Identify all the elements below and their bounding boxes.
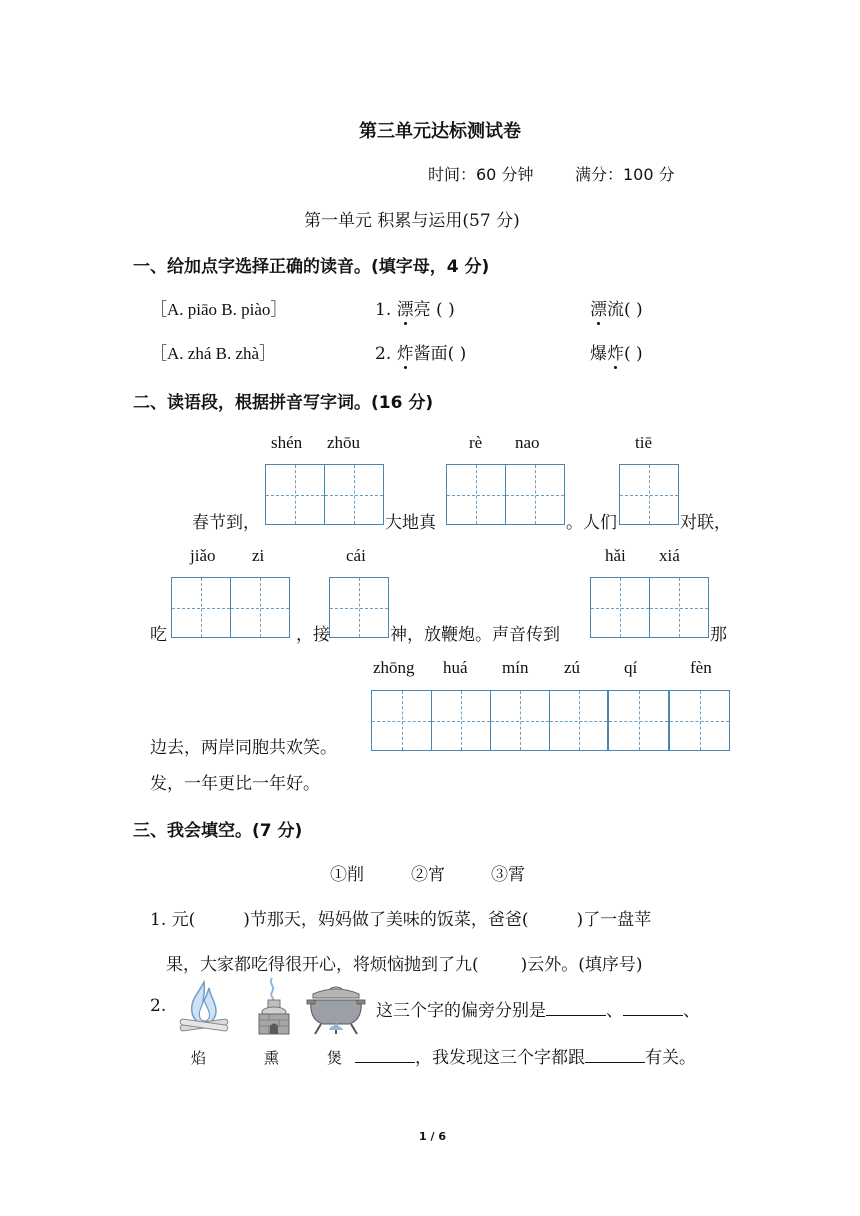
answer-paren[interactable]: ( ): [430, 300, 455, 320]
q3-item2-line2: [355, 1043, 696, 1068]
exam-time: 时间：60 分钟: [428, 165, 534, 184]
q1-num-2: 2.: [375, 344, 392, 364]
text-seg: 这三个字的偏旁分别是: [376, 1001, 546, 1021]
writing-box[interactable]: [505, 464, 565, 525]
writing-box[interactable]: [608, 690, 669, 751]
q3-item1-line1: [150, 905, 651, 930]
writing-box[interactable]: [446, 464, 506, 525]
picture-label: 焰: [191, 1049, 207, 1067]
q3-item2-line1: [376, 996, 700, 1021]
answer-blank[interactable]: [355, 1061, 415, 1063]
q2-heading: 二、读语段，根据拼音写字词。(16 分): [133, 393, 434, 413]
pinyin: nao: [515, 433, 540, 452]
writing-box[interactable]: [619, 464, 679, 525]
text-seg: )云外。(填序号): [520, 955, 643, 975]
answer-paren[interactable]: ( ): [447, 344, 467, 364]
choice: ①削: [330, 865, 364, 885]
passage-text: ，接: [296, 625, 330, 645]
passage-text: 那: [710, 625, 727, 645]
writing-box[interactable]: [265, 464, 325, 525]
pinyin: xiá: [659, 546, 680, 565]
answer-paren[interactable]: ( ): [624, 300, 643, 320]
text-seg: ，我发现这三个字都跟: [415, 1048, 585, 1068]
answer-paren[interactable]: ( ): [624, 344, 643, 364]
q1-num-1: 1.: [375, 300, 392, 320]
pinyin: qí: [624, 658, 638, 677]
text-seg: )节那天，妈妈做了美味的饭菜，爸爸(: [243, 910, 529, 930]
dotted-char: 炸: [607, 344, 624, 364]
q1-item-2-1: [375, 339, 466, 364]
text-seg: 有关。: [645, 1048, 696, 1068]
pinyin: zhōu: [327, 433, 361, 452]
passage-text: 吃: [150, 625, 167, 645]
word-rest: 流: [607, 300, 624, 320]
separator: 、: [683, 1001, 700, 1021]
part-heading: 第一单元 积累与运用(57 分): [304, 211, 520, 231]
text-seg: 果，大家都吃得很开心，将烦恼抛到了九(: [166, 955, 479, 975]
pinyin: zhōng: [373, 658, 415, 677]
pot-icon: [305, 980, 367, 1036]
pinyin: hǎi: [605, 546, 626, 565]
writing-box[interactable]: [649, 577, 709, 638]
passage-text: 春节到，: [192, 513, 260, 533]
q1-item-2-2: [590, 339, 643, 364]
pinyin: jiǎo: [190, 546, 216, 565]
pinyin: mín: [502, 658, 529, 677]
q1-heading: 一、给加点字选择正确的读音。(填字母，4 分): [133, 257, 490, 277]
word-rest: 酱面: [413, 344, 448, 364]
passage-text: 对联，: [680, 513, 731, 533]
pinyin: zi: [252, 546, 265, 565]
answer-blank[interactable]: [585, 1061, 645, 1063]
pinyin: huá: [443, 658, 468, 677]
q1-options-1: ［A. piāo B. piào］: [150, 300, 288, 319]
writing-box[interactable]: [590, 577, 650, 638]
writing-box[interactable]: [329, 577, 389, 638]
q1-item-1-1: [375, 295, 455, 320]
choice: ③霄: [491, 865, 525, 885]
writing-box[interactable]: [230, 577, 290, 638]
pinyin: tiē: [635, 433, 652, 452]
answer-blank[interactable]: [546, 1014, 606, 1016]
writing-box[interactable]: [431, 690, 491, 751]
picture-label: 煲: [327, 1049, 343, 1067]
choice: ②宵: [411, 865, 445, 885]
writing-box[interactable]: [371, 690, 432, 751]
picture-label: 熏: [264, 1049, 280, 1067]
pinyin: rè: [469, 433, 483, 452]
writing-box[interactable]: [490, 690, 550, 751]
writing-box[interactable]: [171, 577, 231, 638]
separator: 、: [606, 1001, 623, 1021]
text-seg: 1. 元(: [150, 910, 196, 930]
passage-text: 。人们: [566, 513, 617, 533]
exam-full-score: 满分：100 分: [575, 165, 675, 184]
pinyin: shén: [271, 433, 303, 452]
smoking-stove-icon: [254, 976, 294, 1038]
pinyin: cái: [346, 546, 366, 565]
flame-icon: [176, 978, 232, 1036]
q3-heading: 三、我会填空。(7 分): [133, 821, 303, 841]
q1-options-2: ［A. zhá B. zhà］: [150, 344, 277, 363]
dotted-char: 漂: [396, 300, 414, 320]
writing-box[interactable]: [549, 690, 608, 751]
text-seg: )了一盘苹: [576, 910, 652, 930]
dotted-char: 漂: [590, 300, 607, 320]
dotted-char: 炸: [396, 344, 414, 364]
q3-item1-line2: [166, 950, 643, 975]
word-start: 爆: [590, 344, 607, 364]
word-rest: 亮: [413, 300, 431, 320]
passage-text: 边去，两岸同胞共欢笑。: [150, 738, 337, 758]
page-title: 第三单元达标测试卷: [359, 121, 521, 142]
q3-item2-num: 2.: [150, 996, 167, 1016]
passage-text: 神，放鞭炮。声音传到: [390, 625, 560, 645]
pinyin: zú: [564, 658, 581, 677]
q1-item-1-2: [590, 295, 643, 320]
answer-blank[interactable]: [623, 1014, 683, 1016]
writing-box[interactable]: [669, 690, 730, 751]
page-number: 1 / 6: [419, 1130, 446, 1143]
pinyin: fèn: [690, 658, 712, 677]
writing-box[interactable]: [324, 464, 384, 525]
passage-text: 发，一年更比一年好。: [150, 774, 320, 794]
passage-text: 大地真: [385, 513, 436, 533]
